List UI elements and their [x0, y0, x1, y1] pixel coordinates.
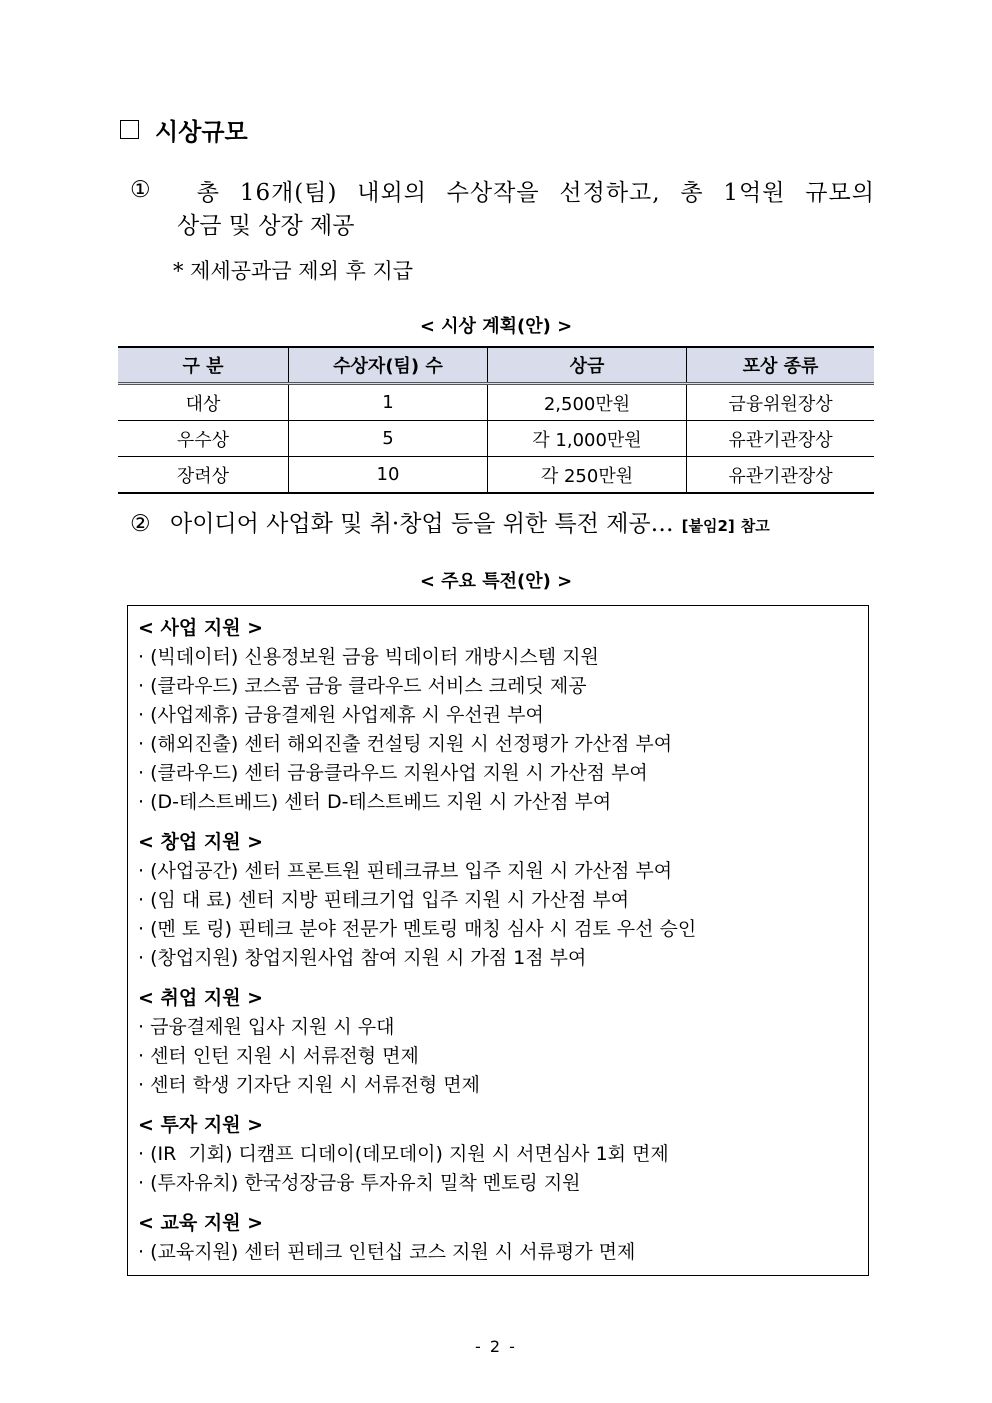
- item-1-word: 내외의: [357, 179, 427, 206]
- benefit-group-title: < 창업 지원 >: [138, 831, 264, 853]
- section-title: [120, 112, 248, 147]
- item-2-text: 아이디어 사업화 및 취·창업 등을 위한 특전 제공…: [170, 511, 674, 537]
- item-1-word: 규모의: [805, 179, 875, 206]
- list-item: · (IR 기회) 디캠프 디데이(데모데이) 지원 시 서면심사 1회 면제: [138, 1143, 669, 1165]
- benefit-group-employment: [138, 983, 858, 1100]
- table-cell: 우수상: [118, 421, 289, 457]
- list-item: · (임 대 료) 센터 지방 핀테크기업 입주 지원 시 가산점 부여: [138, 889, 630, 911]
- item-1-line-1: [130, 172, 875, 208]
- item-2-reference-suffix: 참고: [740, 517, 770, 535]
- table-cell: 10: [289, 457, 488, 494]
- list-item: · 센터 인턴 지원 시 서류전형 면제: [138, 1045, 419, 1067]
- table-cell: 장려상: [118, 457, 289, 494]
- table-cell: 5: [289, 421, 488, 457]
- benefit-group-business: [138, 613, 858, 817]
- table-row: [118, 384, 874, 421]
- table-row: [118, 457, 874, 494]
- table-header-cell: 구 분: [118, 347, 289, 384]
- list-item: · (창업지원) 창업지원사업 참여 지원 시 가점 1점 부여: [138, 947, 587, 969]
- table-row: [118, 421, 874, 457]
- list-item: · 센터 학생 기자단 지원 시 서류전형 면제: [138, 1074, 480, 1096]
- table-cell: 2,500만원: [488, 384, 687, 421]
- benefit-group-title: < 투자 지원 >: [138, 1114, 264, 1136]
- list-item: · (멘 토 링) 핀테크 분야 전문가 멘토링 매칭 심사 시 검토 우선 승인: [138, 918, 697, 940]
- benefit-group-investment: [138, 1110, 858, 1198]
- benefits-box: [127, 605, 869, 1276]
- table-header-cell: 포상 종류: [687, 347, 875, 384]
- item-2: [130, 505, 875, 538]
- table-header-cell: 수상자(팀) 수: [289, 347, 488, 384]
- table-header-cell: 상금: [488, 347, 687, 384]
- list-item: · (D-테스트베드) 센터 D-테스트베드 지원 시 가산점 부여: [138, 791, 612, 813]
- item-1-word: 수상작을: [446, 179, 540, 206]
- tax-note: * 제세공과금 제외 후 지급: [173, 259, 414, 283]
- list-item: · (클라우드) 코스콤 금융 클라우드 서비스 크레딧 제공: [138, 675, 587, 697]
- item-1-word: 선정하고,: [559, 179, 661, 206]
- item-2-reference: [붙임2]: [681, 517, 735, 535]
- table-cell: 대상: [118, 384, 289, 421]
- award-plan-table: [118, 346, 874, 494]
- list-item: · (투자유치) 한국성장금융 투자유치 밀착 멘토링 지원: [138, 1172, 581, 1194]
- plan-table-caption: < 시상 계획(안) >: [419, 316, 573, 337]
- table-cell: 1: [289, 384, 488, 421]
- list-item: · (교육지원) 센터 핀테크 인턴십 코스 지원 시 서류평가 면제: [138, 1241, 636, 1263]
- table-cell: 각 250만원: [488, 457, 687, 494]
- item-2-number: ②: [130, 511, 151, 537]
- table-cell: 각 1,000만원: [488, 421, 687, 457]
- benefit-group-education: [138, 1208, 858, 1267]
- benefit-group-title: < 사업 지원 >: [138, 617, 264, 639]
- item-1-word: 총: [680, 179, 704, 206]
- table-header-row: [118, 347, 874, 384]
- list-item: · (클라우드) 센터 금융클라우드 지원사업 지원 시 가산점 부여: [138, 762, 648, 784]
- page-number: - 2 -: [475, 1337, 517, 1356]
- benefit-group-title: < 교육 지원 >: [138, 1212, 264, 1234]
- item-1-word: 16개(팀): [239, 179, 338, 206]
- item-1-word: 1억원: [723, 179, 786, 206]
- benefits-caption: < 주요 특전(안) >: [419, 571, 573, 592]
- list-item: · (빅데이터) 신용정보원 금융 빅데이터 개방시스템 지원: [138, 646, 599, 668]
- item-1-line-2: 상금 및 상장 제공: [177, 213, 355, 239]
- list-item: · (사업제휴) 금융결제원 사업제휴 시 우선권 부여: [138, 704, 544, 726]
- benefit-group-startup: [138, 827, 858, 973]
- section-title-text: 시상규모: [155, 118, 248, 146]
- item-1-number: ①: [130, 177, 151, 203]
- table-cell: 유관기관장상: [687, 421, 875, 457]
- list-item: · (사업공간) 센터 프론트원 핀테크큐브 입주 지원 시 가산점 부여: [138, 860, 673, 882]
- list-item: · 금융결제원 입사 지원 시 우대: [138, 1016, 395, 1038]
- benefit-group-title: < 취업 지원 >: [138, 987, 264, 1009]
- checkbox-icon: [120, 120, 139, 139]
- list-item: · (해외진출) 센터 해외진출 컨설팅 지원 시 선정평가 가산점 부여: [138, 733, 673, 755]
- item-1: [130, 172, 875, 244]
- table-cell: 금융위원장상: [687, 384, 875, 421]
- item-1-word: 총: [196, 179, 221, 206]
- table-cell: 유관기관장상: [687, 457, 875, 494]
